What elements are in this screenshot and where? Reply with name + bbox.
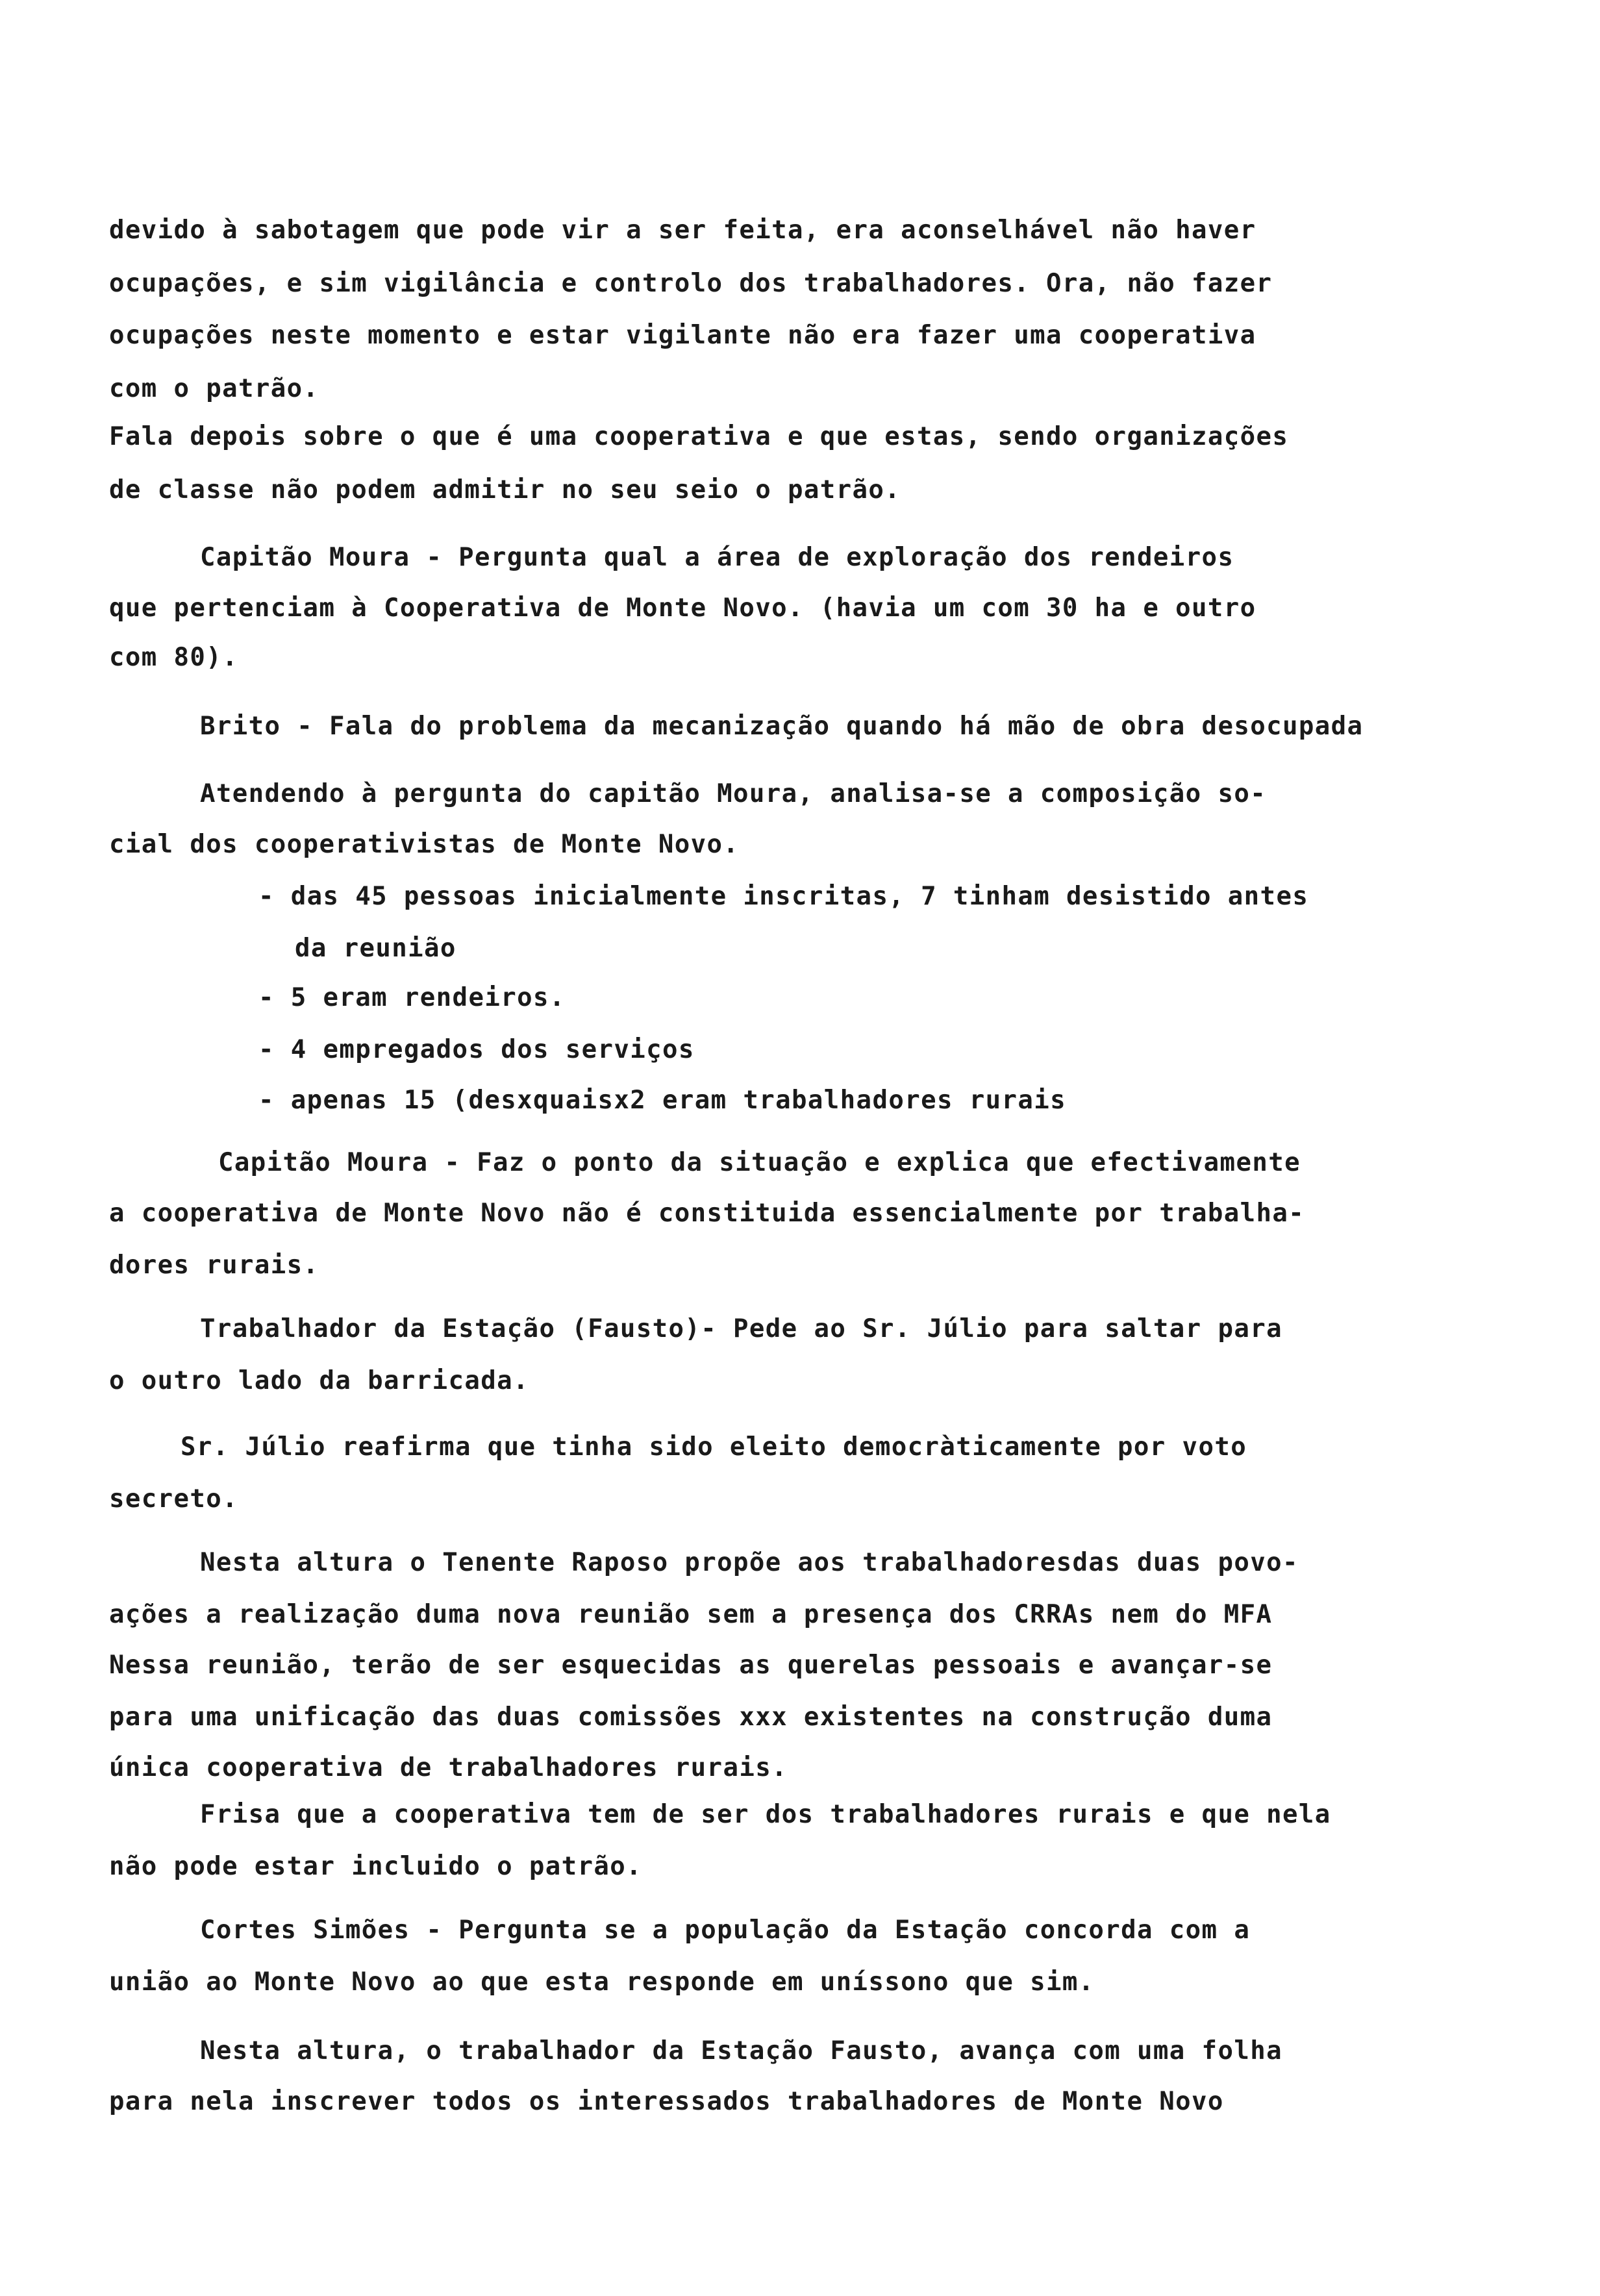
list-item-continuation: da reunião <box>295 934 456 963</box>
text-line: com 80). <box>109 643 239 672</box>
text-line: Capitão Moura - Faz o ponto da situação e explica que efectivamente <box>218 1148 1301 1177</box>
text-line: ocupações, e sim vigilância e controlo dos trabalhadores. Ora, não fazer <box>109 269 1273 298</box>
text-line: Sr. Júlio reafirma que tinha sido eleito democràticamente por voto <box>181 1432 1247 1462</box>
list-item: - apenas 15 (desxquaisx2 eram trabalhadores rurais <box>258 1086 1066 1115</box>
text-line: Cortes Simões - Pergunta se a população da Estação concorda com a <box>200 1915 1251 1945</box>
list-item: - 4 empregados dos serviços <box>258 1035 695 1064</box>
text-line: Capitão Moura - Pergunta qual a área de exploração dos rendeiros <box>200 543 1234 572</box>
text-line: não pode estar incluido o patrão. <box>109 1852 643 1881</box>
list-item: - 5 eram rendeiros. <box>258 983 566 1012</box>
text-line: secreto. <box>109 1484 239 1514</box>
text-line: para uma unificação das duas comissões xxx existentes na construção duma <box>109 1703 1273 1732</box>
text-line: Frisa que a cooperativa tem de ser dos trabalhadores rurais e que nela <box>200 1800 1331 1829</box>
text-line: que pertenciam à Cooperativa de Monte Novo. (havia um com 30 ha e outro <box>109 593 1256 623</box>
text-line: Atendendo à pergunta do capitão Moura, analisa-se a composição so- <box>200 779 1267 808</box>
text-line: devido à sabotagem que pode vir a ser feita, era aconselhável não haver <box>109 216 1256 245</box>
text-line: Trabalhador da Estação (Fausto)- Pede ao Sr. Júlio para saltar para <box>200 1314 1282 1343</box>
text-line: o outro lado da barricada. <box>109 1366 529 1395</box>
text-line: ocupações neste momento e estar vigilante não era fazer uma cooperativa <box>109 321 1256 350</box>
text-line: Nessa reunião, terão de ser esquecidas as querelas pessoais e avançar-se <box>109 1651 1273 1680</box>
text-line: única cooperativa de trabalhadores rurais. <box>109 1753 788 1782</box>
text-line: dores rurais. <box>109 1251 319 1280</box>
text-line: com o patrão. <box>109 374 319 403</box>
text-line: cial dos cooperativistas de Monte Novo. <box>109 830 740 859</box>
text-line: Nesta altura, o trabalhador da Estação Fausto, avança com uma folha <box>200 2036 1282 2065</box>
text-line: união ao Monte Novo ao que esta responde em uníssono que sim. <box>109 1967 1095 1997</box>
text-line: Fala depois sobre o que é uma cooperativa e que estas, sendo organizações <box>109 422 1289 451</box>
list-item: - das 45 pessoas inicialmente inscritas, 7 tinham desistido antes <box>258 882 1309 911</box>
text-line: Nesta altura o Tenente Raposo propõe aos trabalhadoresdas duas povo- <box>200 1548 1299 1577</box>
text-line: Brito - Fala do problema da mecanização quando há mão de obra desocupada <box>200 712 1364 741</box>
text-line: para nela inscrever todos os interessados trabalhadores de Monte Novo <box>109 2087 1224 2116</box>
text-line: ações a realização duma nova reunião sem a presença dos CRRAs nem do MFA <box>109 1600 1273 1629</box>
text-line: de classe não podem admitir no seu seio o patrão. <box>109 475 901 505</box>
text-line: a cooperativa de Monte Novo não é constituida essencialmente por trabalha- <box>109 1199 1305 1228</box>
